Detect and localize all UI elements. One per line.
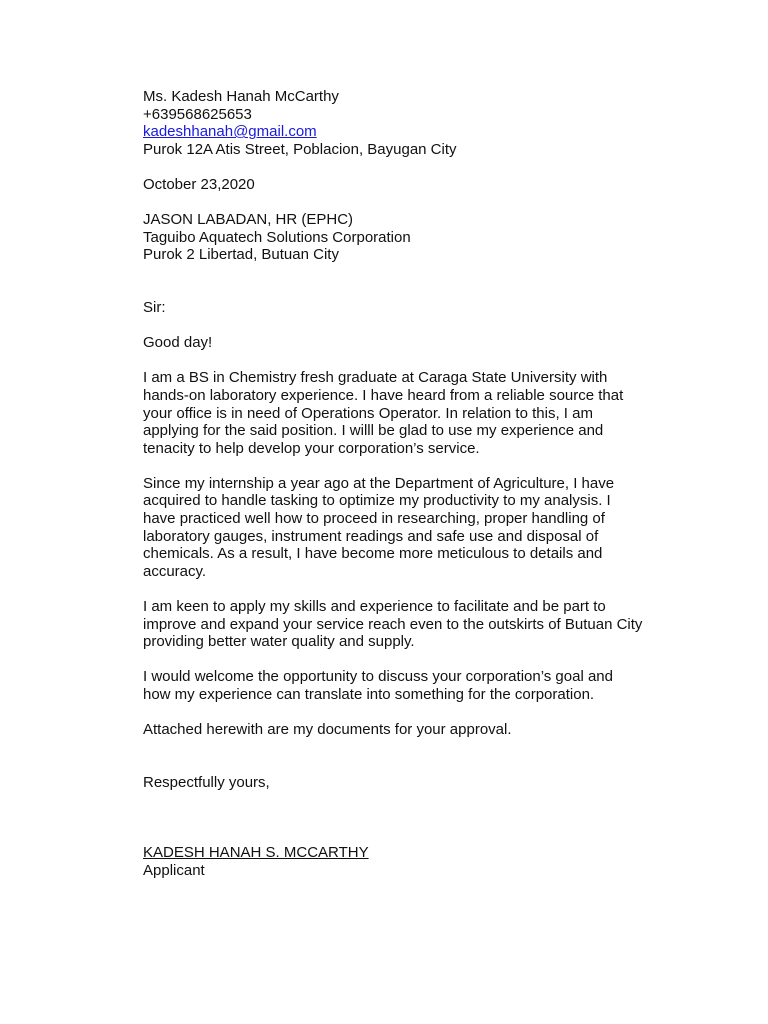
body-paragraph-1: I am a BS in Chemistry fresh graduate at Caraga State University with hands-on laboratory experience. I have heard from a reliable source that your office is in need of Operations Operator. In relation to this, I am applying for the said position. I willl be glad to use my experience and tenacity to help develop your corporation’s service. xyxy=(143,369,624,457)
recipient-company: Taguibo Aquatech Solutions Corporation xyxy=(143,228,411,246)
signature-block xyxy=(143,844,643,879)
recipient-block xyxy=(143,211,643,264)
body-paragraph-2: Since my internship a year ago at the Department of Agriculture, I have acquired to handle tasking to optimize my productivity to my analysis. I have practiced well how to proceed in researching, proper handling of laboratory gauges, instrument readings and safe use and disposal of chemicals. As a result, I have become more meticulous to details and accuracy. xyxy=(143,474,615,580)
body-paragraph-3: I am keen to apply my skills and experience to facilitate and be part to improve and expand your service reach even to the outskirts of Butuan City providing better water quality and supply. xyxy=(143,598,643,651)
closing: Respectfully yours, xyxy=(143,773,270,791)
salutation: Sir: xyxy=(143,298,166,316)
letter-date: October 23,2020 xyxy=(143,175,255,193)
signature-name: KADESH HANAH S. MCCARTHY xyxy=(143,844,369,862)
recipient-name: JASON LABADAN, HR (EPHC) xyxy=(143,211,354,229)
sender-phone: +639568625653 xyxy=(143,105,252,123)
sender-address: Purok 12A Atis Street, Poblacion, Bayugan City xyxy=(143,140,457,158)
recipient-address: Purok 2 Libertad, Butuan City xyxy=(143,246,339,264)
sender-email-link[interactable]: kadeshhanah@gmail.com xyxy=(143,123,317,141)
letter xyxy=(143,88,643,880)
body-paragraph-5: Attached herewith are my documents for your approval. xyxy=(143,721,512,739)
greeting: Good day! xyxy=(143,334,213,352)
sender-name: Ms. Kadesh Hanah McCarthy xyxy=(143,88,339,105)
sender-block xyxy=(143,88,643,158)
signature-title: Applicant xyxy=(143,861,205,879)
body-paragraph-4: I would welcome the opportunity to discuss your corporation’s goal and how my experience can translate into something for the corporation. xyxy=(143,668,613,703)
